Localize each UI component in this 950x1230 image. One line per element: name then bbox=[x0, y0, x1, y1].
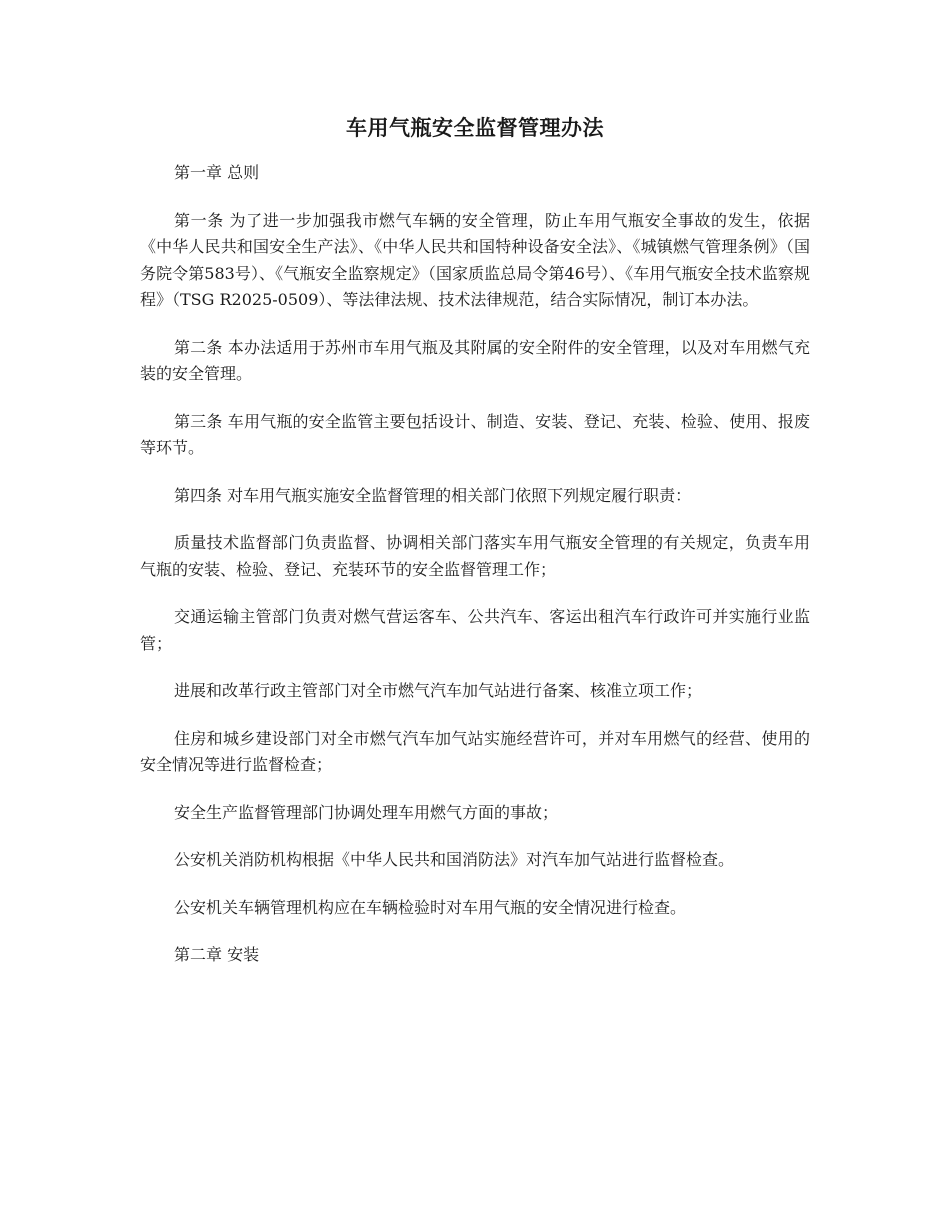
duty-paragraph: 住房和城乡建设部门对全市燃气汽车加气站实施经营许可，并对车用燃气的经营、使用的安全情况等进行监督检查； bbox=[140, 728, 810, 774]
duty-paragraph: 公安机关消防机构根据《中华人民共和国消防法》对汽车加气站进行监督检查。 bbox=[174, 850, 735, 869]
article-paragraph: 第二条 本办法适用于苏州市车用气瓶及其附属的安全附件的安全管理，以及对车用燃气充装的安全管理。 bbox=[140, 337, 810, 383]
duty-paragraph: 公安机关车辆管理机构应在车辆检验时对车用气瓶的安全情况进行检查。 bbox=[174, 897, 687, 917]
chapter-heading: 第一章 总则 bbox=[174, 163, 260, 182]
duty-paragraph: 进展和改革行政主管部门对全市燃气汽车加气站进行备案、核准立项工作； bbox=[174, 681, 703, 700]
document-page bbox=[140, 0, 810, 969]
article-paragraph: 第一条 为了进一步加强我市燃气车辆的安全管理，防止车用气瓶安全事故的发生，依据《中华人民共和国安全生产法》、《中华人民共和国特种设备安全法》、《城镇燃气管理条例》（国务院令第583号）、《气瓶安全监察规定》（国家质监总局令第46号）、《车用气瓶安全技术监察规程》（TSG R2025-0509）、等法律法规、技术法律规范，结合实际情况，制订本办法。 bbox=[140, 210, 810, 309]
document-title: 车用气瓶安全监督管理办法 bbox=[346, 115, 604, 140]
duty-paragraph: 安全生产监督管理部门协调处理车用燃气方面的事故； bbox=[174, 802, 559, 822]
article-paragraph: 第四条 对车用气瓶实施安全监督管理的相关部门依照下列规定履行职责： bbox=[174, 485, 692, 505]
chapter-heading: 第二章 安装 bbox=[174, 945, 260, 964]
duty-paragraph: 交通运输主管部门负责对燃气营运客车、公共汽车、客运出租汽车行政许可并实施行业监管； bbox=[140, 607, 810, 653]
duty-paragraph: 质量技术监督部门负责监督、协调相关部门落实车用气瓶安全管理的有关规定，负责车用气瓶的安装、检验、登记、充装环节的安全监督管理工作； bbox=[140, 533, 810, 579]
article-paragraph: 第三条 车用气瓶的安全监管主要包括设计、制造、安装、登记、充装、检验、使用、报废等环节。 bbox=[140, 411, 810, 457]
